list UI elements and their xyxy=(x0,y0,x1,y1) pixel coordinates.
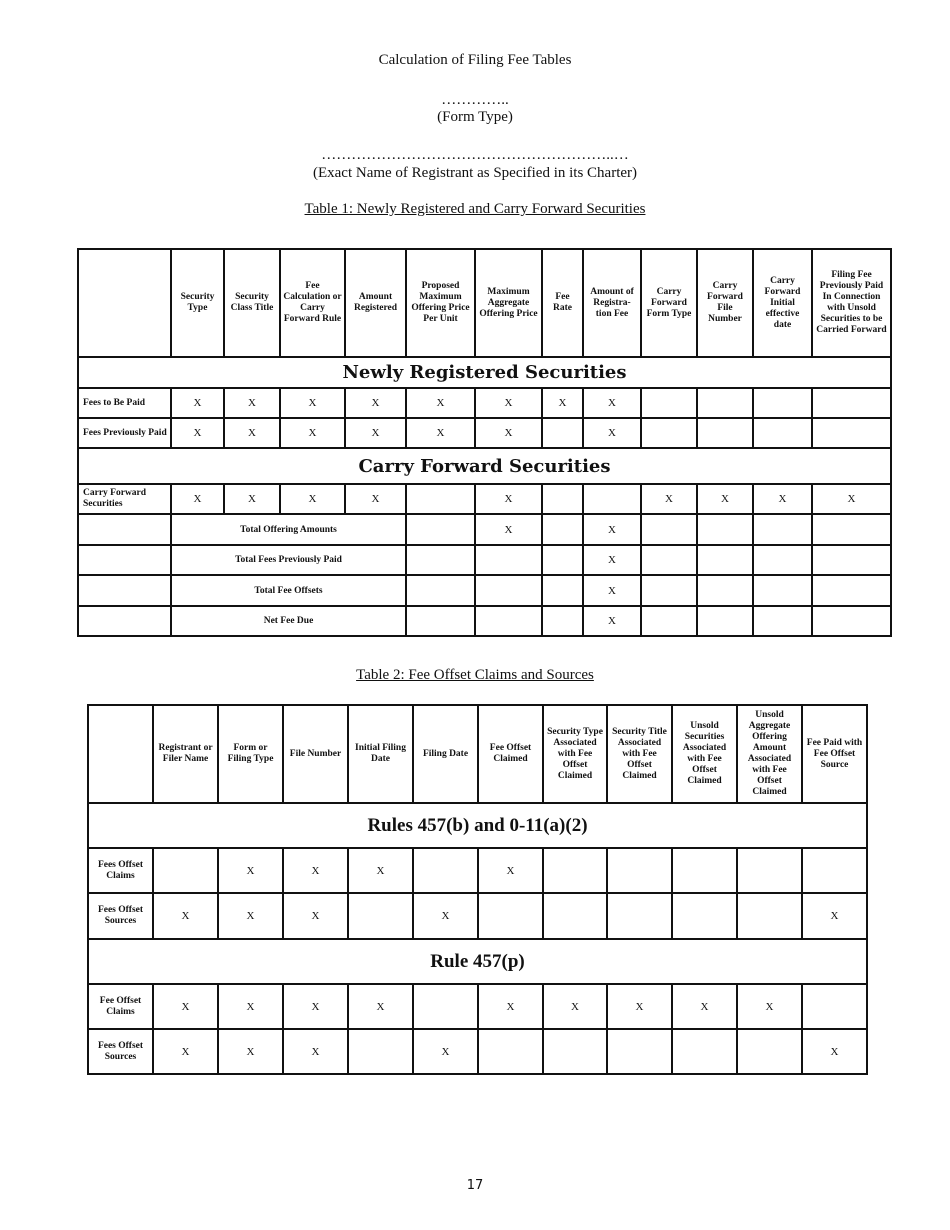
newly-registered-carry-forward-table xyxy=(77,248,892,637)
table2-header-cell: Filing Date xyxy=(413,705,478,803)
table-row xyxy=(78,484,891,514)
table-cell xyxy=(812,388,891,418)
table-cell xyxy=(478,1029,543,1074)
table-cell xyxy=(672,893,737,939)
table1-header-cell: Amount of Registra-tion Fee xyxy=(583,249,641,357)
table1-header-cell: Filing Fee Previously Paid In Connection with Unsold Securities to be Carried Forward xyxy=(812,249,891,357)
totals-row xyxy=(78,545,891,575)
table-cell xyxy=(413,848,478,893)
table-cell: X xyxy=(171,484,224,514)
table1-header-cell: Security Type xyxy=(171,249,224,357)
section-rules-457b: Rules 457(b) and 0-11(a)(2) xyxy=(88,803,867,848)
table-row xyxy=(88,1029,867,1074)
table-cell xyxy=(753,418,812,448)
table-cell: X xyxy=(348,984,413,1029)
table2-header-row xyxy=(88,705,867,803)
table-cell xyxy=(543,1029,607,1074)
table2-header-cell: Unsold Aggregate Offering Amount Associated with Fee Offset Claimed xyxy=(737,705,802,803)
table1-header-cell: Fee Rate xyxy=(542,249,583,357)
table-cell xyxy=(697,545,753,575)
table-cell xyxy=(478,893,543,939)
table-cell: X xyxy=(475,388,542,418)
table-cell: X xyxy=(697,484,753,514)
table-cell: X xyxy=(542,388,583,418)
page-number: 17 xyxy=(466,1178,484,1193)
table-cell: X xyxy=(345,484,406,514)
table-cell xyxy=(406,575,475,606)
table-cell: X xyxy=(345,418,406,448)
empty-cell xyxy=(78,514,171,545)
table-cell: X xyxy=(475,484,542,514)
table-row xyxy=(88,848,867,893)
table-cell xyxy=(802,848,867,893)
table-cell xyxy=(542,575,583,606)
totals-row xyxy=(78,606,891,636)
table-cell: X xyxy=(345,388,406,418)
empty-cell xyxy=(78,606,171,636)
table-cell: X xyxy=(583,388,641,418)
table2-header-cell: Fee Paid with Fee Offset Source xyxy=(802,705,867,803)
table-cell xyxy=(802,984,867,1029)
table-cell: X xyxy=(753,484,812,514)
table-cell: X xyxy=(283,893,348,939)
table-cell: X xyxy=(171,388,224,418)
table-cell: X xyxy=(478,848,543,893)
table-cell xyxy=(153,848,218,893)
table-cell: X xyxy=(672,984,737,1029)
total-label: Net Fee Due xyxy=(171,606,406,636)
table1-header-cell: Carry Forward File Number xyxy=(697,249,753,357)
table-cell xyxy=(475,575,542,606)
table-cell: X xyxy=(737,984,802,1029)
table2-header-cell: Initial Filing Date xyxy=(348,705,413,803)
table-cell xyxy=(737,1029,802,1074)
table-cell xyxy=(607,1029,672,1074)
table-cell xyxy=(542,484,583,514)
row-label: Fees to Be Paid xyxy=(78,388,171,418)
table-cell xyxy=(475,606,542,636)
table-cell xyxy=(697,575,753,606)
table-cell xyxy=(406,484,475,514)
table2-header-cell: Form or Filing Type xyxy=(218,705,283,803)
table-cell: X xyxy=(802,893,867,939)
table-row xyxy=(88,984,867,1029)
row-label: Fees Offset Sources xyxy=(88,1029,153,1074)
totals-row xyxy=(78,575,891,606)
table-cell xyxy=(812,514,891,545)
table-cell xyxy=(753,388,812,418)
section-carry-forward: Carry Forward Securities xyxy=(78,448,891,484)
table-cell xyxy=(641,606,697,636)
table1-header-cell: Maximum Aggregate Offering Price xyxy=(475,249,542,357)
table-cell: X xyxy=(802,1029,867,1074)
table-cell xyxy=(543,893,607,939)
table-cell xyxy=(753,545,812,575)
table2-caption: Table 2: Fee Offset Claims and Sources xyxy=(356,667,594,683)
table-cell: X xyxy=(218,984,283,1029)
table-cell: X xyxy=(153,893,218,939)
table-cell xyxy=(543,848,607,893)
table-cell: X xyxy=(153,1029,218,1074)
table-cell xyxy=(348,1029,413,1074)
table-row xyxy=(88,893,867,939)
table-row xyxy=(78,418,891,448)
table-cell xyxy=(413,984,478,1029)
table-cell xyxy=(753,575,812,606)
row-label: Fees Offset Claims xyxy=(88,848,153,893)
table-cell: X xyxy=(283,1029,348,1074)
table-cell xyxy=(737,893,802,939)
table1-header-cell: Carry Forward Initial effective date xyxy=(753,249,812,357)
table2-header-cell xyxy=(88,705,153,803)
table-cell: X xyxy=(283,984,348,1029)
table-cell: X xyxy=(280,418,345,448)
table-cell: X xyxy=(218,848,283,893)
table-cell: X xyxy=(406,388,475,418)
totals-row xyxy=(78,514,891,545)
table-cell xyxy=(583,484,641,514)
registrant-name-blank: …………………………………………………..… xyxy=(321,147,629,163)
table-cell xyxy=(641,575,697,606)
empty-cell xyxy=(78,575,171,606)
table-cell: X xyxy=(218,893,283,939)
table1-header-cell: Carry Forward Form Type xyxy=(641,249,697,357)
table-cell: X xyxy=(583,545,641,575)
table-cell xyxy=(641,418,697,448)
table-cell xyxy=(812,418,891,448)
table-cell xyxy=(542,545,583,575)
table-cell xyxy=(406,545,475,575)
row-label: Carry Forward Securities xyxy=(78,484,171,514)
table-cell xyxy=(753,606,812,636)
section-rule-457p: Rule 457(p) xyxy=(88,939,867,984)
table-cell xyxy=(641,388,697,418)
table-cell xyxy=(348,893,413,939)
table-cell xyxy=(672,848,737,893)
table-cell: X xyxy=(812,484,891,514)
table-cell: X xyxy=(475,514,542,545)
table1-header-row xyxy=(78,249,891,357)
table-cell: X xyxy=(583,514,641,545)
total-label: Total Offering Amounts xyxy=(171,514,406,545)
registrant-name-label: (Exact Name of Registrant as Specified in its Charter) xyxy=(312,165,638,181)
table1-header-cell: Security Class Title xyxy=(224,249,280,357)
table-cell: X xyxy=(348,848,413,893)
table-cell xyxy=(542,514,583,545)
table1-caption: Table 1: Newly Registered and Carry Forward Securities xyxy=(304,201,646,217)
table1-header-cell: Fee Calculation or Carry Forward Rule xyxy=(280,249,345,357)
table-cell: X xyxy=(283,848,348,893)
table-cell: X xyxy=(475,418,542,448)
fee-offset-claims-table xyxy=(87,704,868,1075)
table2-header-cell: Unsold Securities Associated with Fee Offset Claimed xyxy=(672,705,737,803)
table-cell xyxy=(812,545,891,575)
table2-header-cell: File Number xyxy=(283,705,348,803)
table-cell xyxy=(607,893,672,939)
table-cell xyxy=(672,1029,737,1074)
document-title: Calculation of Filing Fee Tables xyxy=(378,52,572,68)
table-cell: X xyxy=(224,418,280,448)
empty-cell xyxy=(78,545,171,575)
table-cell xyxy=(641,545,697,575)
table-cell: X xyxy=(478,984,543,1029)
table-cell: X xyxy=(583,418,641,448)
table1-header-cell xyxy=(78,249,171,357)
table-cell xyxy=(406,514,475,545)
table-cell: X xyxy=(641,484,697,514)
table-cell xyxy=(475,545,542,575)
table2-header-cell: Security Type Associated with Fee Offset Claimed xyxy=(543,705,607,803)
table-cell xyxy=(812,575,891,606)
table-cell: X xyxy=(224,484,280,514)
table-cell xyxy=(542,606,583,636)
total-label: Total Fee Offsets xyxy=(171,575,406,606)
row-label: Fees Offset Sources xyxy=(88,893,153,939)
total-label: Total Fees Previously Paid xyxy=(171,545,406,575)
row-label: Fees Previously Paid xyxy=(78,418,171,448)
table-cell xyxy=(697,418,753,448)
table-cell: X xyxy=(171,418,224,448)
table-cell xyxy=(697,606,753,636)
table-cell xyxy=(641,514,697,545)
table-cell xyxy=(697,514,753,545)
table-cell: X xyxy=(413,1029,478,1074)
table-cell: X xyxy=(280,388,345,418)
table2-header-cell: Security Title Associated with Fee Offset Claimed xyxy=(607,705,672,803)
table-cell: X xyxy=(413,893,478,939)
table-cell xyxy=(607,848,672,893)
table-cell xyxy=(753,514,812,545)
table-cell: X xyxy=(543,984,607,1029)
table-cell xyxy=(737,848,802,893)
table-cell xyxy=(406,606,475,636)
table2-header-cell: Fee Offset Claimed xyxy=(478,705,543,803)
table-cell: X xyxy=(218,1029,283,1074)
table-cell: X xyxy=(153,984,218,1029)
table-cell xyxy=(697,388,753,418)
section-newly-registered: Newly Registered Securities xyxy=(78,357,891,388)
table-cell: X xyxy=(280,484,345,514)
table1-header-cell: Amount Registered xyxy=(345,249,406,357)
table-cell: X xyxy=(583,606,641,636)
table-cell: X xyxy=(607,984,672,1029)
form-type-blank: ………….. xyxy=(441,92,509,108)
table-cell: X xyxy=(224,388,280,418)
row-label: Fee Offset Claims xyxy=(88,984,153,1029)
form-type-label: (Form Type) xyxy=(437,109,513,125)
table-cell xyxy=(812,606,891,636)
table-row xyxy=(78,388,891,418)
table-cell: X xyxy=(406,418,475,448)
table-cell: X xyxy=(583,575,641,606)
table1-header-cell: Proposed Maximum Offering Price Per Unit xyxy=(406,249,475,357)
table-cell xyxy=(542,418,583,448)
table2-header-cell: Registrant or Filer Name xyxy=(153,705,218,803)
